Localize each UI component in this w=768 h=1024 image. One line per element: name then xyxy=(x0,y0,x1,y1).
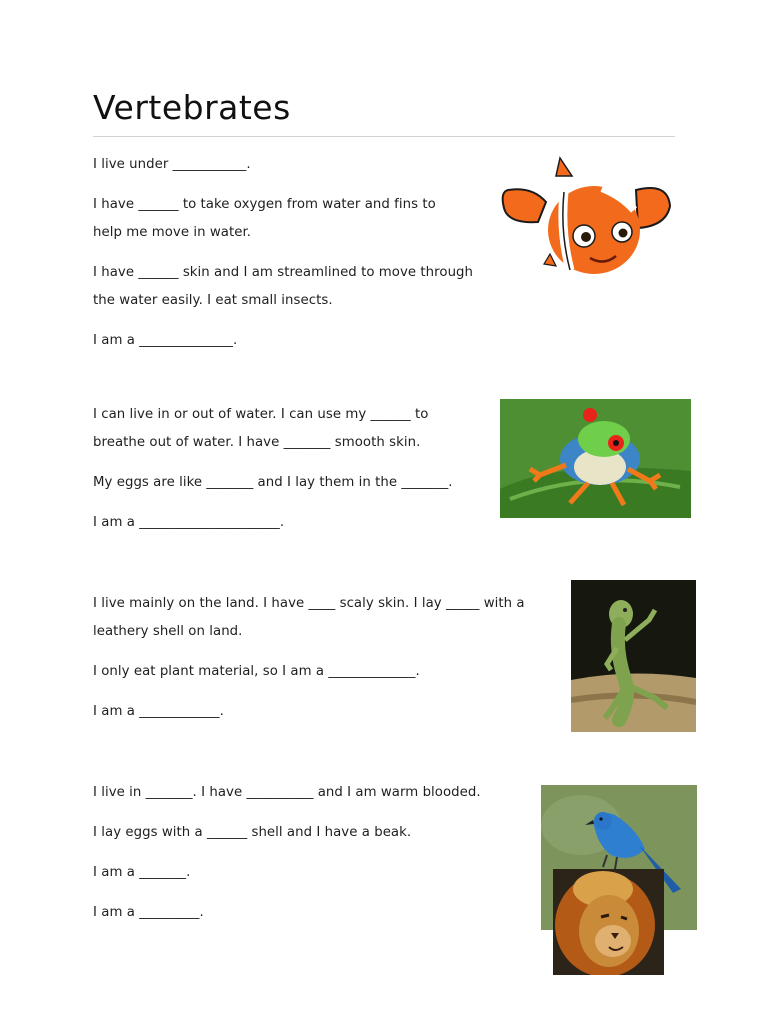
bird-line-1: I live in _______. I have __________ and I am warm blooded. xyxy=(93,785,481,800)
reptile-line-1: I live mainly on the land. I have ____ scaly skin. I lay _____ with a xyxy=(93,596,525,611)
bird-line-2: I lay eggs with a ______ shell and I have a beak. xyxy=(93,825,412,840)
reptile-line-2: leathery shell on land. xyxy=(93,624,243,639)
amphibian-line-4: I am a _____________________. xyxy=(93,515,285,530)
tree-frog-image xyxy=(500,399,691,518)
amphibian-line-3: My eggs are like _______ and I lay them in the _______. xyxy=(93,475,453,490)
fish-line-6: I am a ______________. xyxy=(93,333,238,348)
amphibian-line-1: I can live in or out of water. I can use my ______ to xyxy=(93,407,429,422)
fish-line-5: the water easily. I eat small insects. xyxy=(93,293,333,308)
fish-line-3: help me move in water. xyxy=(93,225,252,240)
mammal-line-4: I am a _________. xyxy=(93,905,204,920)
page-title: Vertebrates xyxy=(93,88,291,127)
clownfish-image xyxy=(498,152,676,286)
lion-image xyxy=(553,869,664,975)
title-divider xyxy=(93,136,675,137)
amphibian-line-2: breathe out of water. I have _______ smooth skin. xyxy=(93,435,421,450)
reptile-line-4: I am a ____________. xyxy=(93,704,224,719)
fish-line-2: I have ______ to take oxygen from water and fins to xyxy=(93,197,436,212)
lizard-image xyxy=(571,580,696,732)
fish-line-4: I have ______ skin and I am streamlined to move through xyxy=(93,265,474,280)
bird-line-3: I am a _______. xyxy=(93,865,191,880)
fish-line-1: I live under ___________. xyxy=(93,157,251,172)
reptile-line-3: I only eat plant material, so I am a _____________. xyxy=(93,664,420,679)
